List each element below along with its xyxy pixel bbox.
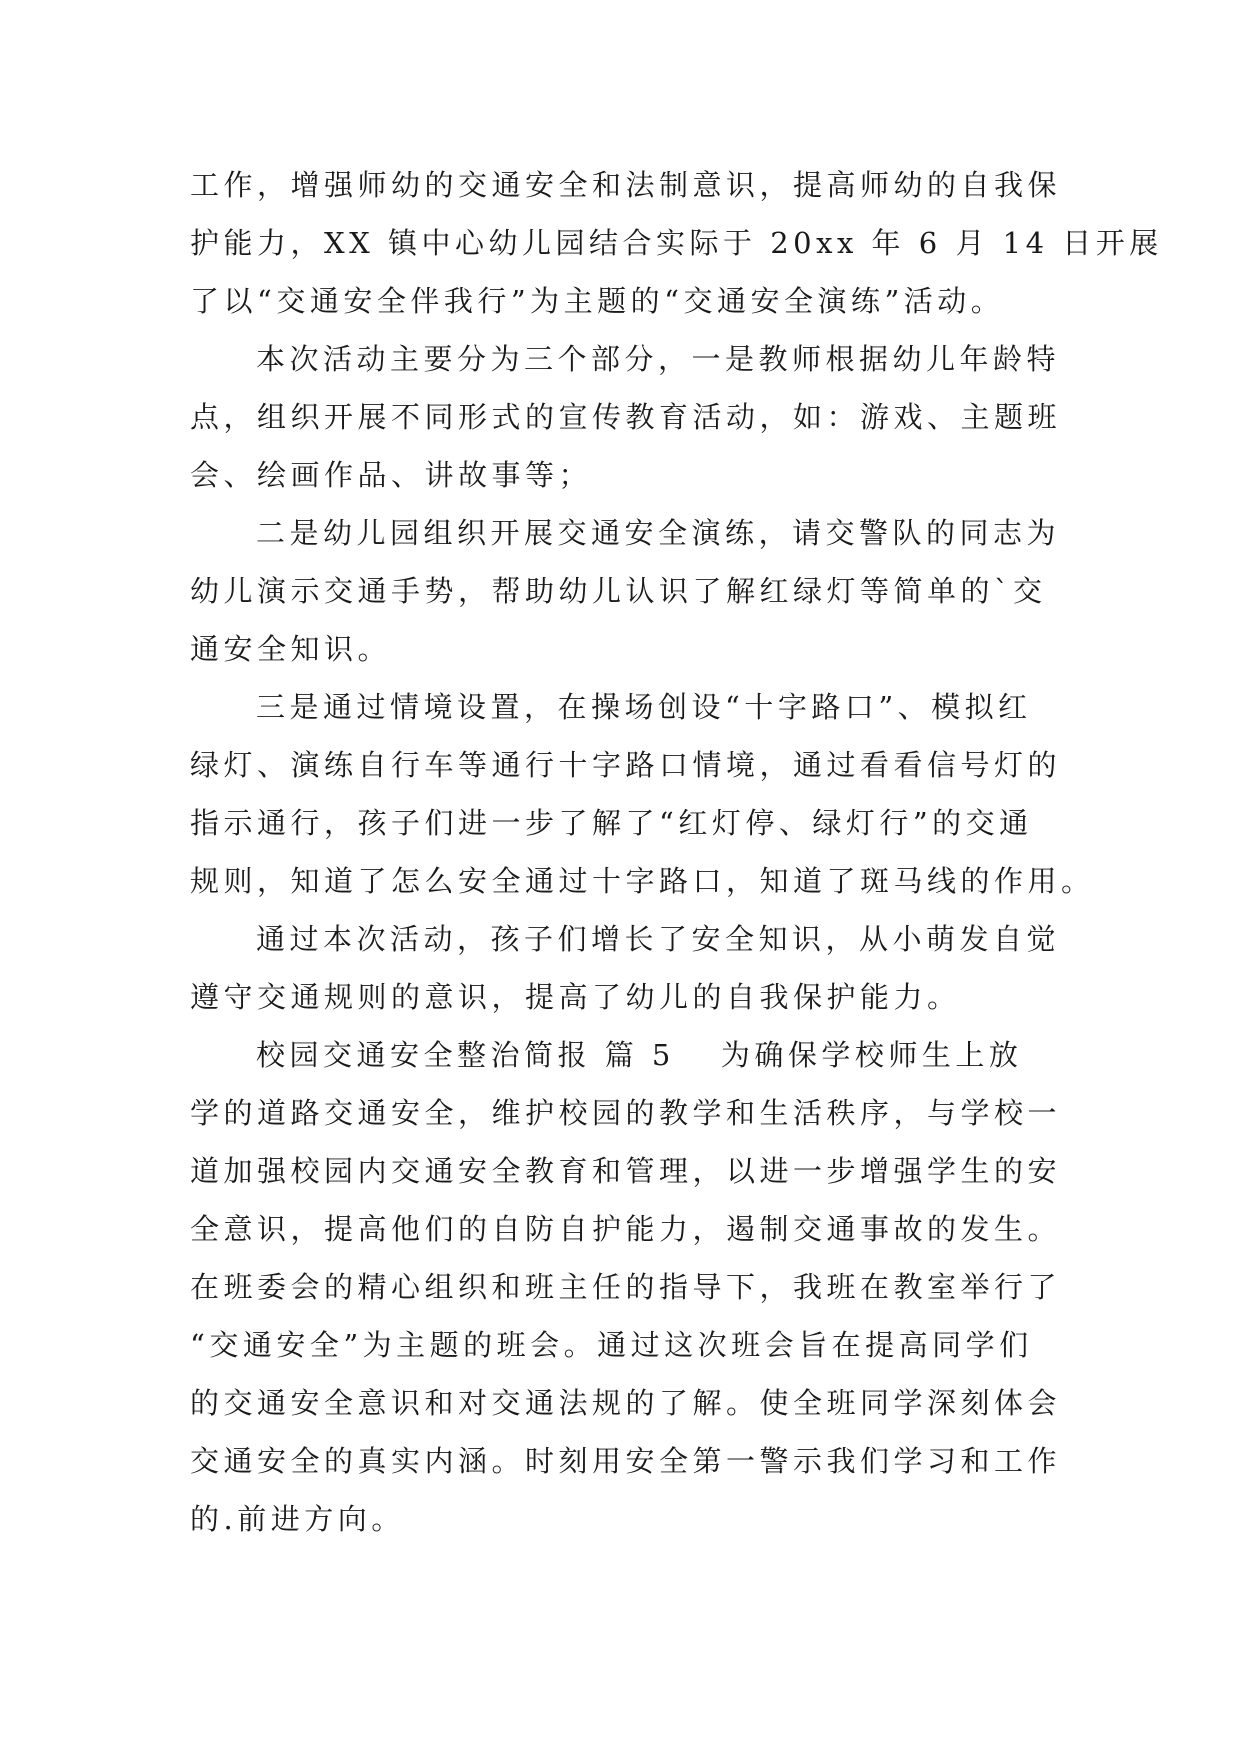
- text-line: 全意识，提高他们的自防自护能力，遏制交通事故的发生。: [190, 1212, 1062, 1246]
- text-line: 工作，增强师幼的交通安全和法制意识，提高师幼的自我保: [190, 168, 1062, 202]
- heading-tail-text: 为确保学校师生上放: [720, 1038, 1023, 1072]
- text-line: 三是通过情境设置，在操场创设“十字路口”、模拟红: [256, 690, 1032, 724]
- text-line: “交通安全”为主题的班会。通过这次班会旨在提高同学们: [190, 1328, 1033, 1362]
- text-line: 的.前进方向。: [190, 1502, 405, 1536]
- section-heading: 校园交通安全整治简报 篇 5: [256, 1038, 675, 1072]
- paragraph-3: [190, 504, 1070, 678]
- text-line: 本次活动主要分为三个部分，一是教师根据幼儿年龄特: [256, 342, 1061, 376]
- text-line: 的交通安全意识和对交通法规的了解。使全班同学深刻体会: [190, 1386, 1062, 1420]
- text-line: 绿灯、演练自行车等通行十字路口情境，通过看看信号灯的: [190, 748, 1062, 782]
- text-line: 道加强校园内交通安全教育和管理，以进一步增强学生的安: [190, 1154, 1062, 1188]
- paragraph-1: [190, 156, 1163, 330]
- document-body: [190, 156, 1163, 1548]
- paragraph-5: [190, 910, 1070, 1026]
- text-line: 指示通行，孩子们进一步了解了“红灯停、绿灯行”的交通: [190, 806, 1033, 840]
- text-line: 护能力，XX 镇中心幼儿园结合实际于 20xx 年 6 月 14 日开展: [190, 226, 1163, 260]
- text-line: 规则，知道了怎么安全通过十字路口，知道了斑马线的作用。: [190, 864, 1095, 898]
- paragraph-4: [190, 678, 1095, 910]
- text-line: 在班委会的精心组织和班主任的指导下，我班在教室举行了: [190, 1270, 1062, 1304]
- text-line: 会、绘画作品、讲故事等；: [190, 458, 593, 492]
- text-line: 遵守交通规则的意识，提高了幼儿的自我保护能力。: [190, 980, 961, 1014]
- text-line: 了以“交通安全伴我行”为主题的“交通安全演练”活动。: [190, 284, 1005, 318]
- heading-line: [190, 1026, 1070, 1084]
- text-line: 幼儿演示交通手势，帮助幼儿认识了解红绿灯等简单的`交: [190, 574, 1047, 608]
- text-line: 交通安全的真实内涵。时刻用安全第一警示我们学习和工作: [190, 1444, 1062, 1478]
- text-line: 点，组织开展不同形式的宣传教育活动，如：游戏、主题班: [190, 400, 1062, 434]
- text-line: 通安全知识。: [190, 632, 392, 666]
- paragraph-2: [190, 330, 1070, 504]
- text-line: 二是幼儿园组织开展交通安全演练，请交警队的同志为: [256, 516, 1061, 550]
- text-line: 学的道路交通安全，维护校园的教学和生活秩序，与学校一: [190, 1096, 1062, 1130]
- text-line: 通过本次活动，孩子们增长了安全知识，从小萌发自觉: [256, 922, 1061, 956]
- paragraph-6: [190, 1026, 1070, 1548]
